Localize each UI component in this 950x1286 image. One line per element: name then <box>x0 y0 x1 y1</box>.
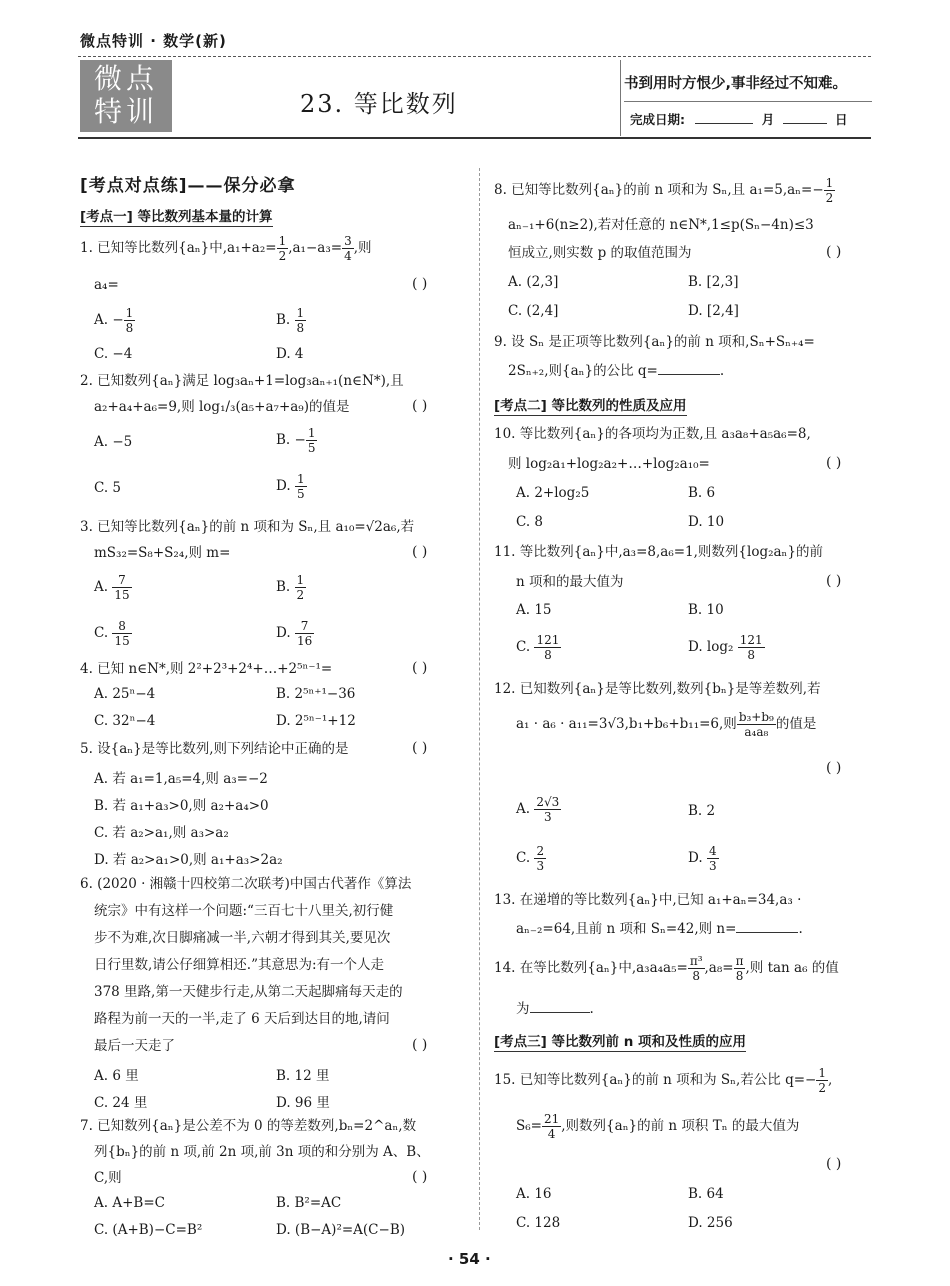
option-c: C. $\frac{8}{15}$ <box>94 619 130 648</box>
option-d: D. $\frac{7}{16}$ <box>276 619 313 648</box>
option-b: B. $\frac{1}{8}$ <box>276 306 305 335</box>
option-d: D. $\frac{4}{3}$ <box>688 844 717 873</box>
answer-blank[interactable] <box>658 362 720 375</box>
option-a: A. A+B=C <box>94 1195 165 1211</box>
series-title: 微点特训 · 数学(新) <box>80 32 227 50</box>
option-c: C. $\frac{121}{8}$ <box>516 633 560 662</box>
option-b: B. 6 <box>688 485 716 501</box>
logo: 微点 特训 <box>80 60 172 132</box>
answer-bracket[interactable]: ( ) <box>826 244 842 260</box>
answer-bracket[interactable]: ( ) <box>412 276 428 292</box>
option-a: A. $\frac{7}{15}$ <box>94 573 130 602</box>
question-8: 8. 已知等比数列{aₙ}的前 n 项和为 Sₙ,且 a₁=5,aₙ=− $\frac{1}{2}$ <box>494 176 834 205</box>
question-9: 9. 设 Sₙ 是正项等比数列{aₙ}的前 n 项和,Sₙ+Sₙ₊₄= <box>494 334 815 350</box>
option-d: D. 若 a₂>a₁>0,则 a₁+a₃>2a₂ <box>94 852 283 868</box>
option-a: A. − $\frac{1}{8}$ <box>94 306 134 335</box>
topic-heading: [考点一] 等比数列基本量的计算 <box>80 205 273 227</box>
question-5: 5. 设{aₙ}是等比数列,则下列结论中正确的是 <box>80 741 349 757</box>
question-12: 12. 已知数列{aₙ}是等比数列,数列{bₙ}是等差数列,若 <box>494 681 821 697</box>
option-d: D. 96 里 <box>276 1095 330 1111</box>
answer-bracket[interactable]: ( ) <box>412 398 428 414</box>
option-a: A. 15 <box>516 602 552 618</box>
option-d: D. [2,4] <box>688 303 739 319</box>
option-d: D. 256 <box>688 1215 733 1231</box>
answer-bracket[interactable]: ( ) <box>412 740 428 756</box>
column-divider <box>479 168 480 1230</box>
motto: 书到用时方恨少,事非经过不知难。 <box>624 76 848 92</box>
header-divider <box>620 60 621 136</box>
option-d: D. (B−A)²=A(C−B) <box>276 1222 406 1238</box>
option-a: A. 25ⁿ−4 <box>94 686 156 702</box>
answer-blank[interactable] <box>736 920 798 933</box>
question-7: 7. 已知数列{aₙ}是公差不为 0 的等差数列,bₙ=2^aₙ,数 <box>80 1118 417 1134</box>
option-a: A. $\frac{2√3}{3}$ <box>516 795 560 824</box>
option-b: B. 2 <box>688 803 716 819</box>
question-14: 14. 在等比数列{aₙ}中,a₃a₄a₅= $\frac{\text{π³}}{8}$ ,a₈= $\frac{\pi}{8}$ ,则 tan a₆ 的值 <box>494 954 839 983</box>
option-b: B. 若 a₁+a₃>0,则 a₂+a₄>0 <box>94 798 269 814</box>
question-11: 11. 等比数列{aₙ}中,a₃=8,a₆=1,则数列{log₂aₙ}的前 <box>494 544 823 560</box>
answer-bracket[interactable]: ( ) <box>412 660 428 676</box>
question-6: 6. (2020 · 湘赣十四校第二次联考)中国古代著作《算法 <box>80 876 412 892</box>
option-b: B. [2,3] <box>688 274 739 290</box>
option-d: D. log₂ $\frac{121}{8}$ <box>688 633 763 662</box>
date-blank[interactable] <box>783 111 827 124</box>
completion-date: 完成日期: 月 日 <box>630 112 848 127</box>
option-c: C. $\frac{2}{3}$ <box>516 844 545 873</box>
option-c: C. (2,4] <box>508 303 559 319</box>
header-divider <box>78 56 871 57</box>
answer-bracket[interactable]: ( ) <box>826 573 842 589</box>
answer-bracket[interactable]: ( ) <box>412 1169 428 1185</box>
question-13: 13. 在递增的等比数列{aₙ}中,已知 a₁+aₙ=34,a₃ · <box>494 892 802 908</box>
option-c: C. 24 里 <box>94 1095 148 1111</box>
option-c: C. 128 <box>516 1215 561 1231</box>
option-b: B. 2⁵ⁿ⁺¹−36 <box>276 686 356 702</box>
answer-bracket[interactable]: ( ) <box>412 1037 428 1053</box>
header-divider <box>624 101 872 102</box>
question-1: 1. 已知等比数列{aₙ}中,a₁+a₂= $\frac{1}{2}$ ,a₁−a₃= $\frac{3}{4}$ ,则 <box>80 234 372 263</box>
option-b: B. 10 <box>688 602 724 618</box>
option-c: C. −4 <box>94 346 133 362</box>
option-c: C. (A+B)−C=B² <box>94 1222 203 1238</box>
option-a: A. (2,3] <box>508 274 559 290</box>
option-d: D. 4 <box>276 346 304 362</box>
option-c: C. 若 a₂>a₁,则 a₃>a₂ <box>94 825 229 841</box>
option-c: C. 32ⁿ−4 <box>94 713 156 729</box>
question-4: 4. 已知 n∈N*,则 2²+2³+2⁴+…+2⁵ⁿ⁻¹= <box>80 661 333 677</box>
option-c: C. 8 <box>516 514 544 530</box>
header-divider <box>78 137 871 139</box>
question-3: 3. 已知等比数列{aₙ}的前 n 项和为 Sₙ,且 a₁₀=√2a₆,若 <box>80 519 415 535</box>
option-a: A. 若 a₁=1,a₅=4,则 a₃=−2 <box>94 771 268 787</box>
option-d: D. 2⁵ⁿ⁻¹+12 <box>276 713 356 729</box>
option-d: D. 10 <box>688 514 725 530</box>
question-2: 2. 已知数列{aₙ}满足 log₃aₙ+1=log₃aₙ₊₁(n∈N*),且 <box>80 373 404 389</box>
option-a: A. −5 <box>94 434 133 450</box>
option-b: B. 64 <box>688 1186 724 1202</box>
option-a: A. 16 <box>516 1186 552 1202</box>
answer-bracket[interactable]: ( ) <box>826 760 842 776</box>
question-10: 10. 等比数列{aₙ}的各项均为正数,且 a₃a₈+a₅a₆=8, <box>494 426 811 442</box>
topic-heading: [考点二] 等比数列的性质及应用 <box>494 394 687 416</box>
section-heading: [考点对点练]——保分必拿 <box>80 176 296 196</box>
page-title: 23. 等比数列 <box>300 90 458 118</box>
option-a: A. 2+log₂5 <box>516 485 590 501</box>
page-number: · 54 · <box>448 1250 491 1268</box>
option-b: B. 12 里 <box>276 1068 330 1084</box>
question-15: 15. 已知等比数列{aₙ}的前 n 项和为 Sₙ,若公比 q=− $\frac{1}{2}$ , <box>494 1066 833 1095</box>
topic-heading: [考点三] 等比数列前 n 项和及性质的应用 <box>494 1030 746 1052</box>
answer-bracket[interactable]: ( ) <box>412 544 428 560</box>
option-b: B. − $\frac{1}{5}$ <box>276 426 316 455</box>
option-b: B. B²=AC <box>276 1195 342 1211</box>
answer-bracket[interactable]: ( ) <box>826 1156 842 1172</box>
date-blank[interactable] <box>695 111 753 124</box>
option-b: B. $\frac{1}{2}$ <box>276 573 305 602</box>
option-c: C. 5 <box>94 480 122 496</box>
option-a: A. 6 里 <box>94 1068 139 1084</box>
answer-bracket[interactable]: ( ) <box>826 455 842 471</box>
option-d: D. $\frac{1}{5}$ <box>276 472 305 501</box>
answer-blank[interactable] <box>530 1000 590 1013</box>
